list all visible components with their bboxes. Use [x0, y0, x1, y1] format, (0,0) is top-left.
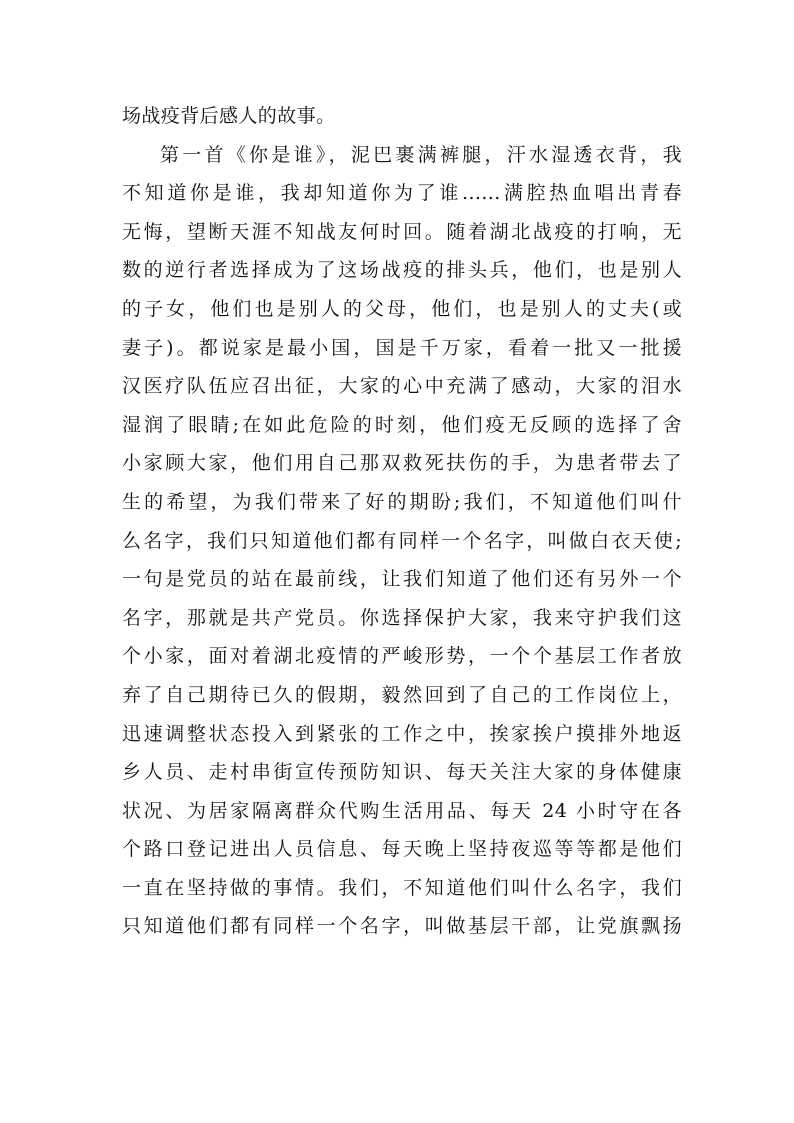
text-line: 一直在坚持做的事情。我们，不知道他们叫什么名字，我们	[122, 876, 682, 899]
text-line: 生的希望，为我们带来了好的期盼;我们，不知道他们叫什	[122, 490, 682, 513]
text-line: 乡人员、走村串街宣传预防知识、每天关注大家的身体健康	[122, 761, 682, 784]
text-line: 场战疫背后感人的故事。	[122, 105, 336, 127]
text-line: 状况、为居家隔离群众代购生活用品、每天 24 小时守在各	[122, 799, 682, 822]
text-line: 小家顾大家，他们用自己那双救死扶伤的手，为患者带去了	[122, 452, 682, 475]
text-line: 弃了自己期待已久的假期，毅然回到了自己的工作岗位上，	[122, 683, 682, 706]
text-line: 妻子)。都说家是最小国，国是千万家，看着一批又一批援	[122, 336, 682, 359]
text-line: 一句是党员的站在最前线，让我们知道了他们还有另外一个	[122, 568, 682, 591]
text-line: 个路口登记进出人员信息、每天晚上坚持夜巡等等都是他们	[122, 838, 682, 861]
text-line: 个小家，面对着湖北疫情的严峻形势，一个个基层工作者放	[122, 645, 682, 668]
text-line: 数的逆行者选择成为了这场战疫的排头兵，他们，也是别人	[122, 259, 682, 282]
text-line: 名字，那就是共产党员。你选择保护大家，我来守护我们这	[122, 606, 682, 629]
text-line: 湿润了眼睛;在如此危险的时刻，他们疫无反顾的选择了舍	[122, 413, 682, 436]
body-text	[122, 97, 682, 946]
text-line: 不知道你是谁，我却知道你为了谁......满腔热血唱出青春	[122, 182, 682, 205]
text-line: 迅速调整状态投入到紧张的工作之中，挨家挨户摸排外地返	[122, 722, 682, 745]
text-line: 无悔，望断天涯不知战友何时回。随着湖北战疫的打响，无	[122, 220, 682, 243]
text-line: 第一首《你是谁》，泥巴裹满裤腿，汗水湿透衣背，我	[160, 143, 682, 166]
text-line: 的子女，他们也是别人的父母，他们，也是别人的丈夫(或	[122, 297, 682, 320]
text-line: 汉医疗队伍应召出征，大家的心中充满了感动，大家的泪水	[122, 375, 682, 398]
text-line: 只知道他们都有同样一个名字，叫做基层干部，让党旗飘扬	[122, 915, 682, 938]
text-line: 么名字，我们只知道他们都有同样一个名字，叫做白衣天使;	[122, 529, 682, 552]
